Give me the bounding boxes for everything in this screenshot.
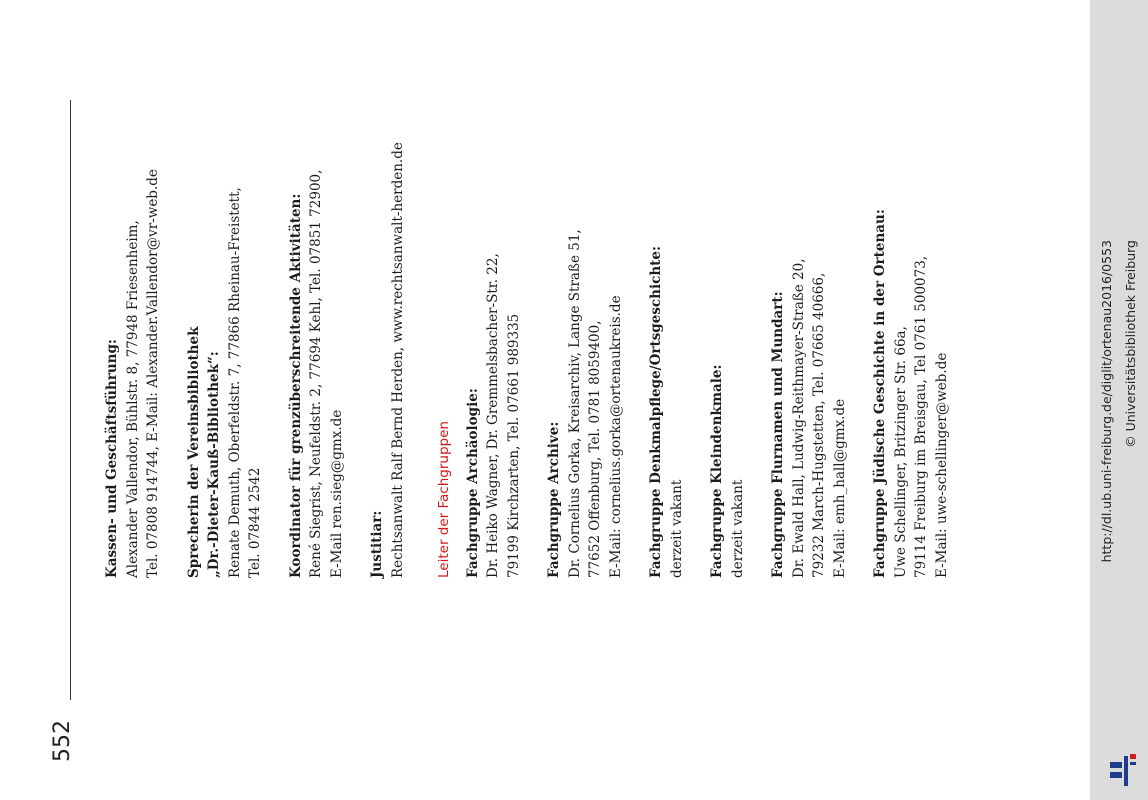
block-line: Tel. 07808 914744, E-Mail: Alexander.Vallendor@vr-web.de: [145, 169, 161, 578]
fachgruppen-list: [463, 18, 953, 578]
block-line: Rechtsanwalt Ralf Bernd Herden, www.rechtsanwalt-herden.de: [389, 142, 406, 578]
text-column: [102, 18, 972, 578]
contact-block: [184, 18, 266, 578]
block-line: Renate Demuth, Oberfeldstr. 7, 77866 Rheinau-Freistett,: [226, 187, 243, 578]
block-title: Fachgruppe Denkmalpflege/Ortsgeschichte:: [648, 246, 664, 578]
block-line: 79199 Kirchzarten, Tel. 07661 989335: [505, 313, 522, 578]
block-line: Alexander Vallendor, Bühlstr. 8, 77948 Friesenheim,: [124, 220, 141, 578]
block-title: Fachgruppe Archäologie:: [464, 388, 481, 578]
sidebar-rotated: [1090, 0, 1148, 800]
block-title: Fachgruppe Kleindenkmale:: [709, 364, 725, 578]
source-url-link[interactable]: http://dl.ub.uni-freiburg.de/diglit/ortenau2016/0553: [1099, 240, 1114, 563]
block-line: Dr. Ewald Hall, Ludwig-Reithmayer-Straße 20,: [790, 258, 807, 578]
header-rule: [70, 100, 71, 700]
block-title: Fachgruppe Flurnamen und Mundart:: [770, 291, 786, 578]
block-line: René Siegrist, Neufeldstr. 2, 77694 Kehl, Tel. 07851 72900,: [308, 169, 324, 578]
block-title-continued: „Dr.-Dieter-Kauß-Bibliothek“:: [206, 351, 222, 578]
block-line: 79114 Freiburg im Breisgau, Tel 0761 500073,: [913, 255, 929, 578]
contact-block: [367, 18, 408, 578]
fachgruppe-block: [463, 18, 525, 578]
block-line: Dr. Cornelius Gorka, Kreisarchiv, Lange Straße 51,: [566, 229, 583, 578]
block-line: E-Mail: emh_hall@gmx.de: [831, 398, 848, 578]
fachgruppe-block: [544, 18, 626, 578]
block-line: 79232 March-Hugstetten, Tel. 07665 40666,: [811, 272, 827, 578]
fachgruppe-block: [768, 18, 850, 578]
block-line: E-Mail: cornelius.gorka@ortenaukreis.de: [607, 295, 624, 578]
fachgruppe-block: [707, 18, 748, 578]
block-line: 77652 Offenburg, Tel. 0781 8059400,: [587, 320, 603, 578]
contact-block: [102, 18, 164, 578]
library-logo-icon: [1100, 752, 1140, 788]
fachgruppe-block: [646, 18, 687, 578]
block-line: E-Mail ren.sieg@gmx.de: [328, 409, 345, 578]
viewer-sidebar: [1090, 0, 1148, 800]
block-line: Uwe Schellinger, Britzinger Str. 66a,: [892, 326, 909, 578]
block-title: Kassen- und Geschäftsführung:: [104, 339, 120, 578]
block-title: Fachgruppe Jüdische Geschichte in der Ortenau:: [872, 209, 888, 578]
section-heading: Leiter der Fachgruppen: [436, 421, 452, 578]
block-line: Dr. Heiko Wagner, Dr. Gremmelsbacher-Str. 22,: [485, 253, 501, 578]
block-title: Fachgruppe Archive:: [546, 421, 562, 578]
block-title: Justitiar:: [369, 510, 385, 578]
board-members-list: [102, 18, 408, 578]
block-line: E-Mail: uwe-schellinger@web.de: [933, 352, 950, 578]
page-number: 552: [50, 720, 75, 762]
contact-block: [286, 18, 348, 578]
block-line: Tel. 07844 2542: [247, 467, 263, 578]
block-line: derzeit vakant: [729, 479, 746, 578]
block-line: derzeit vakant: [668, 479, 685, 578]
block-title: Koordinator für grenzüberschreitende Aktivitäten:: [287, 193, 304, 578]
block-title: Sprecherin der Vereinsbibliothek: [185, 326, 202, 578]
fachgruppe-block: [870, 18, 952, 578]
copyright-text: © Universitätsbibliothek Freiburg: [1123, 240, 1138, 448]
